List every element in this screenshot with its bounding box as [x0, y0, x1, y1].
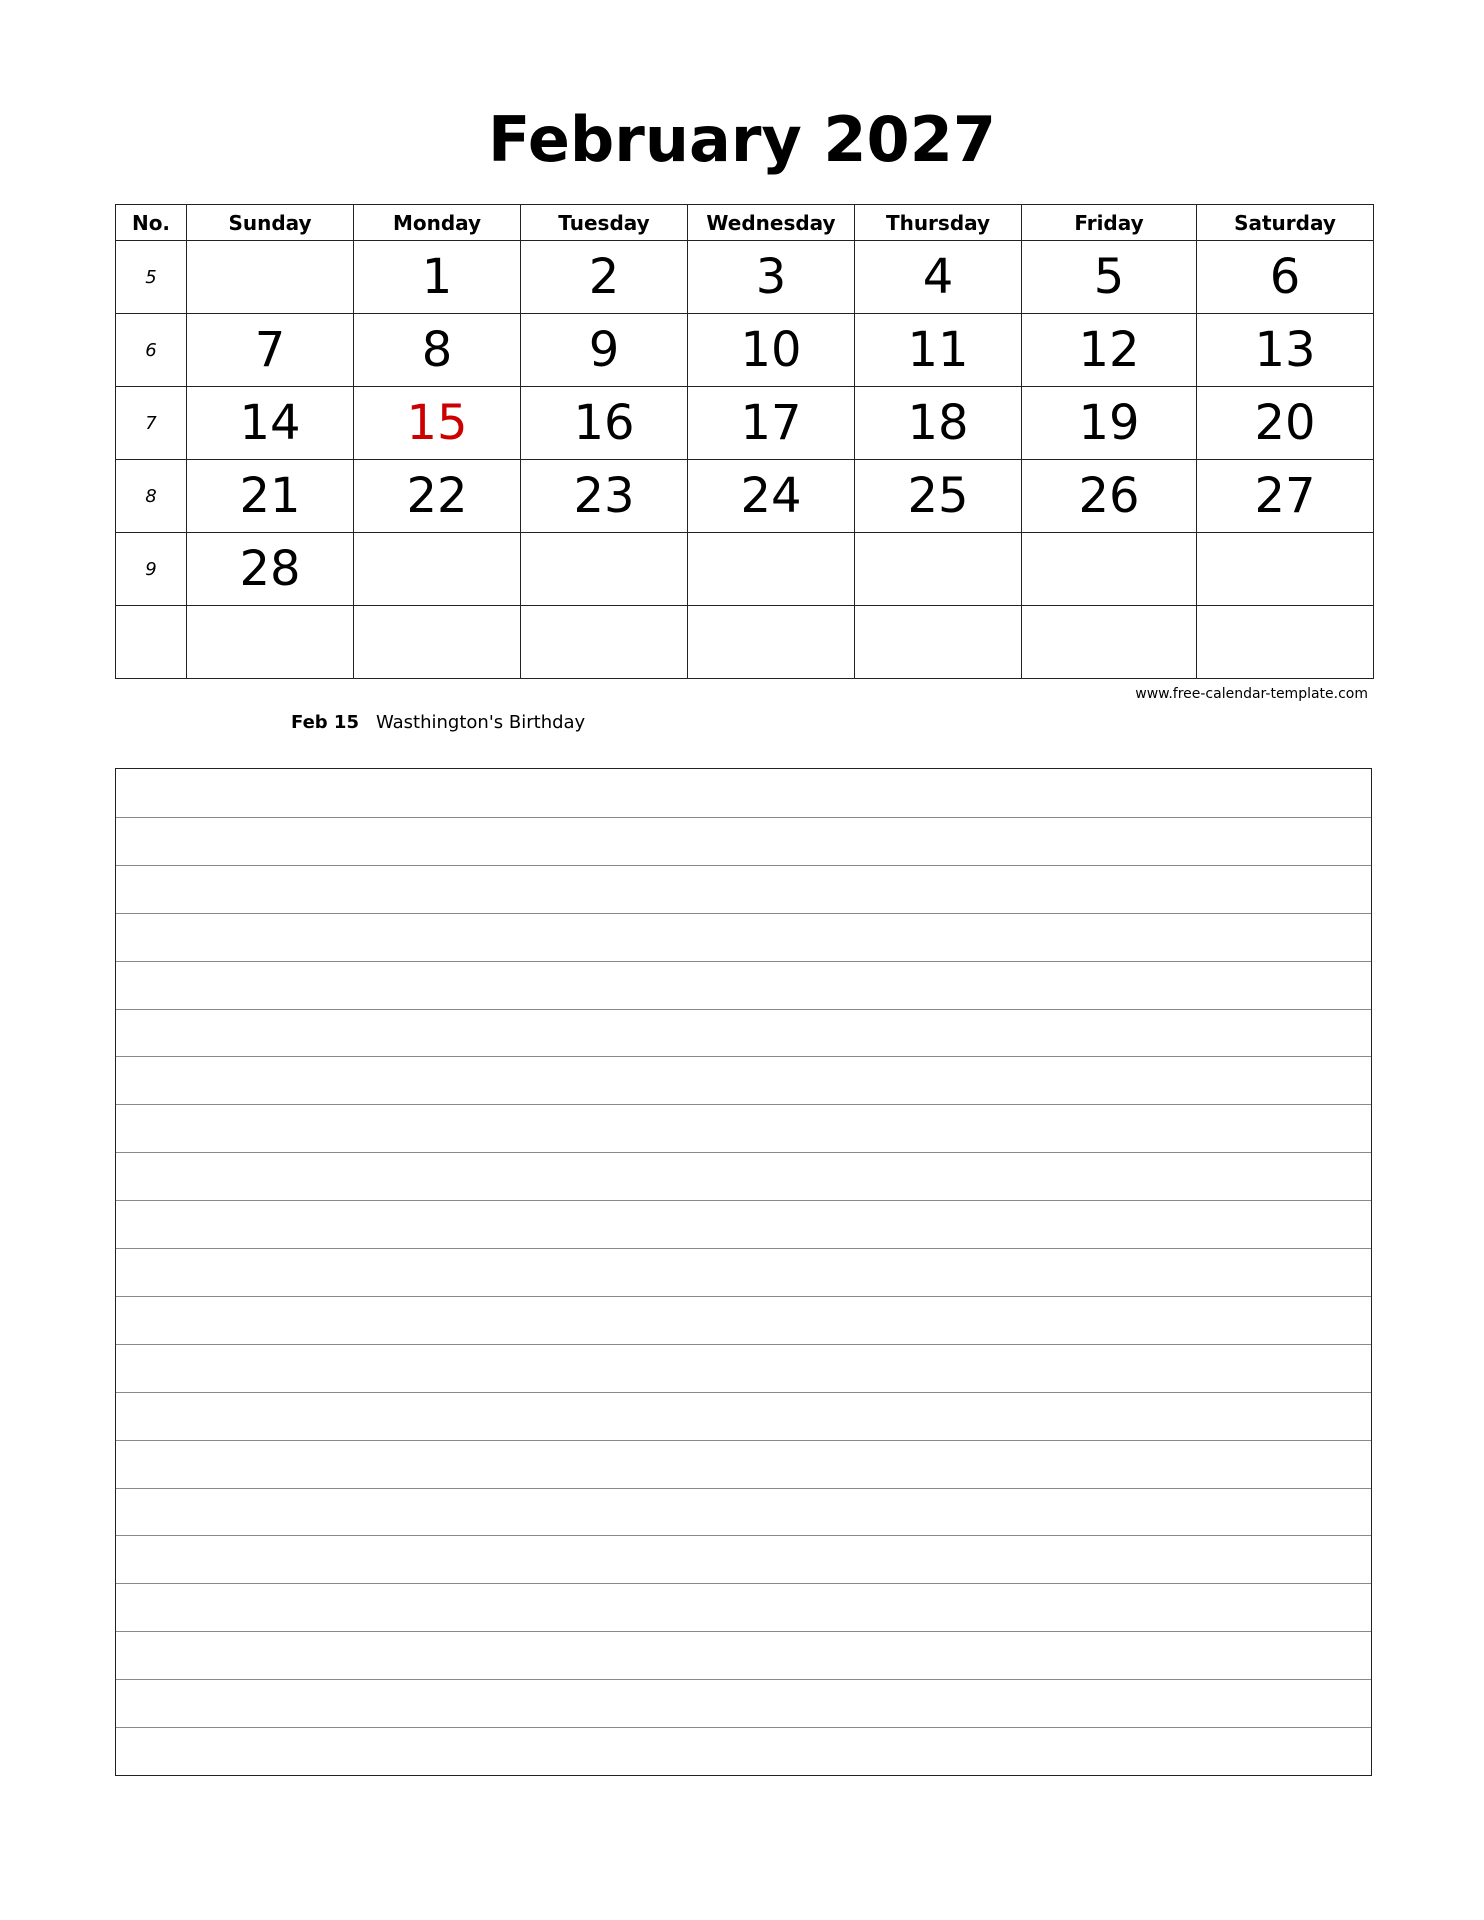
week-number: 6	[116, 314, 187, 387]
note-line	[116, 1248, 1371, 1249]
day-cell	[521, 606, 688, 679]
day-cell: 26	[1022, 460, 1197, 533]
header-thursday: Thursday	[855, 205, 1022, 241]
week-row	[116, 241, 1374, 314]
note-line	[116, 1200, 1371, 1201]
day-cell	[1022, 606, 1197, 679]
week-row	[116, 460, 1374, 533]
day-cell	[1022, 533, 1197, 606]
note-line	[116, 865, 1371, 866]
header-wednesday: Wednesday	[688, 205, 855, 241]
day-cell: 17	[688, 387, 855, 460]
note-line	[116, 1631, 1371, 1632]
day-cell	[354, 533, 521, 606]
day-cell: 2	[521, 241, 688, 314]
week-row	[116, 387, 1374, 460]
note-line	[116, 1344, 1371, 1345]
day-cell: 1	[354, 241, 521, 314]
note-line	[116, 1009, 1371, 1010]
note-line	[116, 1727, 1371, 1728]
week-number: 5	[116, 241, 187, 314]
day-cell	[688, 533, 855, 606]
day-cell: 28	[187, 533, 354, 606]
note-line	[116, 1583, 1371, 1584]
day-cell: 27	[1197, 460, 1374, 533]
note-line	[116, 1152, 1371, 1153]
holiday-date: Feb 15	[291, 712, 359, 733]
day-cell	[1197, 533, 1374, 606]
day-cell: 14	[187, 387, 354, 460]
week-row	[116, 314, 1374, 387]
note-line	[116, 913, 1371, 914]
day-cell: 22	[354, 460, 521, 533]
day-cell	[688, 606, 855, 679]
header-monday: Monday	[354, 205, 521, 241]
note-line	[116, 1535, 1371, 1536]
day-cell: 24	[688, 460, 855, 533]
note-line	[116, 961, 1371, 962]
calendar-grid	[115, 204, 1374, 679]
day-cell	[855, 533, 1022, 606]
day-cell: 21	[187, 460, 354, 533]
week-row	[116, 533, 1374, 606]
week-number: 7	[116, 387, 187, 460]
header-row	[116, 205, 1374, 241]
header-week-number: No.	[116, 205, 187, 241]
notes-area[interactable]	[115, 768, 1372, 1776]
header-saturday: Saturday	[1197, 205, 1374, 241]
holiday-name: Wasthington's Birthday	[376, 712, 586, 733]
day-cell-holiday: 15	[354, 387, 521, 460]
note-line	[116, 817, 1371, 818]
week-number: 9	[116, 533, 187, 606]
note-line	[116, 1296, 1371, 1297]
day-cell: 5	[1022, 241, 1197, 314]
day-cell: 10	[688, 314, 855, 387]
day-cell: 16	[521, 387, 688, 460]
week-number: 8	[116, 460, 187, 533]
note-line	[116, 1056, 1371, 1057]
day-cell: 7	[187, 314, 354, 387]
note-line	[116, 1392, 1371, 1393]
day-cell: 4	[855, 241, 1022, 314]
note-line	[116, 1104, 1371, 1105]
day-cell: 13	[1197, 314, 1374, 387]
week-row	[116, 606, 1374, 679]
website-credit: www.free-calendar-template.com	[1135, 686, 1368, 702]
header-sunday: Sunday	[187, 205, 354, 241]
header-friday: Friday	[1022, 205, 1197, 241]
day-cell: 11	[855, 314, 1022, 387]
note-line	[116, 1440, 1371, 1441]
note-line	[116, 1488, 1371, 1489]
header-tuesday: Tuesday	[521, 205, 688, 241]
day-cell	[521, 533, 688, 606]
day-cell: 25	[855, 460, 1022, 533]
day-cell: 23	[521, 460, 688, 533]
note-line	[116, 1679, 1371, 1680]
day-cell: 12	[1022, 314, 1197, 387]
week-number	[116, 606, 187, 679]
day-cell: 19	[1022, 387, 1197, 460]
day-cell	[187, 606, 354, 679]
day-cell: 6	[1197, 241, 1374, 314]
day-cell: 8	[354, 314, 521, 387]
calendar-title: February 2027	[488, 103, 996, 176]
day-cell: 9	[521, 314, 688, 387]
day-cell: 20	[1197, 387, 1374, 460]
day-cell	[855, 606, 1022, 679]
day-cell	[1197, 606, 1374, 679]
day-cell	[187, 241, 354, 314]
day-cell	[354, 606, 521, 679]
day-cell: 3	[688, 241, 855, 314]
day-cell: 18	[855, 387, 1022, 460]
